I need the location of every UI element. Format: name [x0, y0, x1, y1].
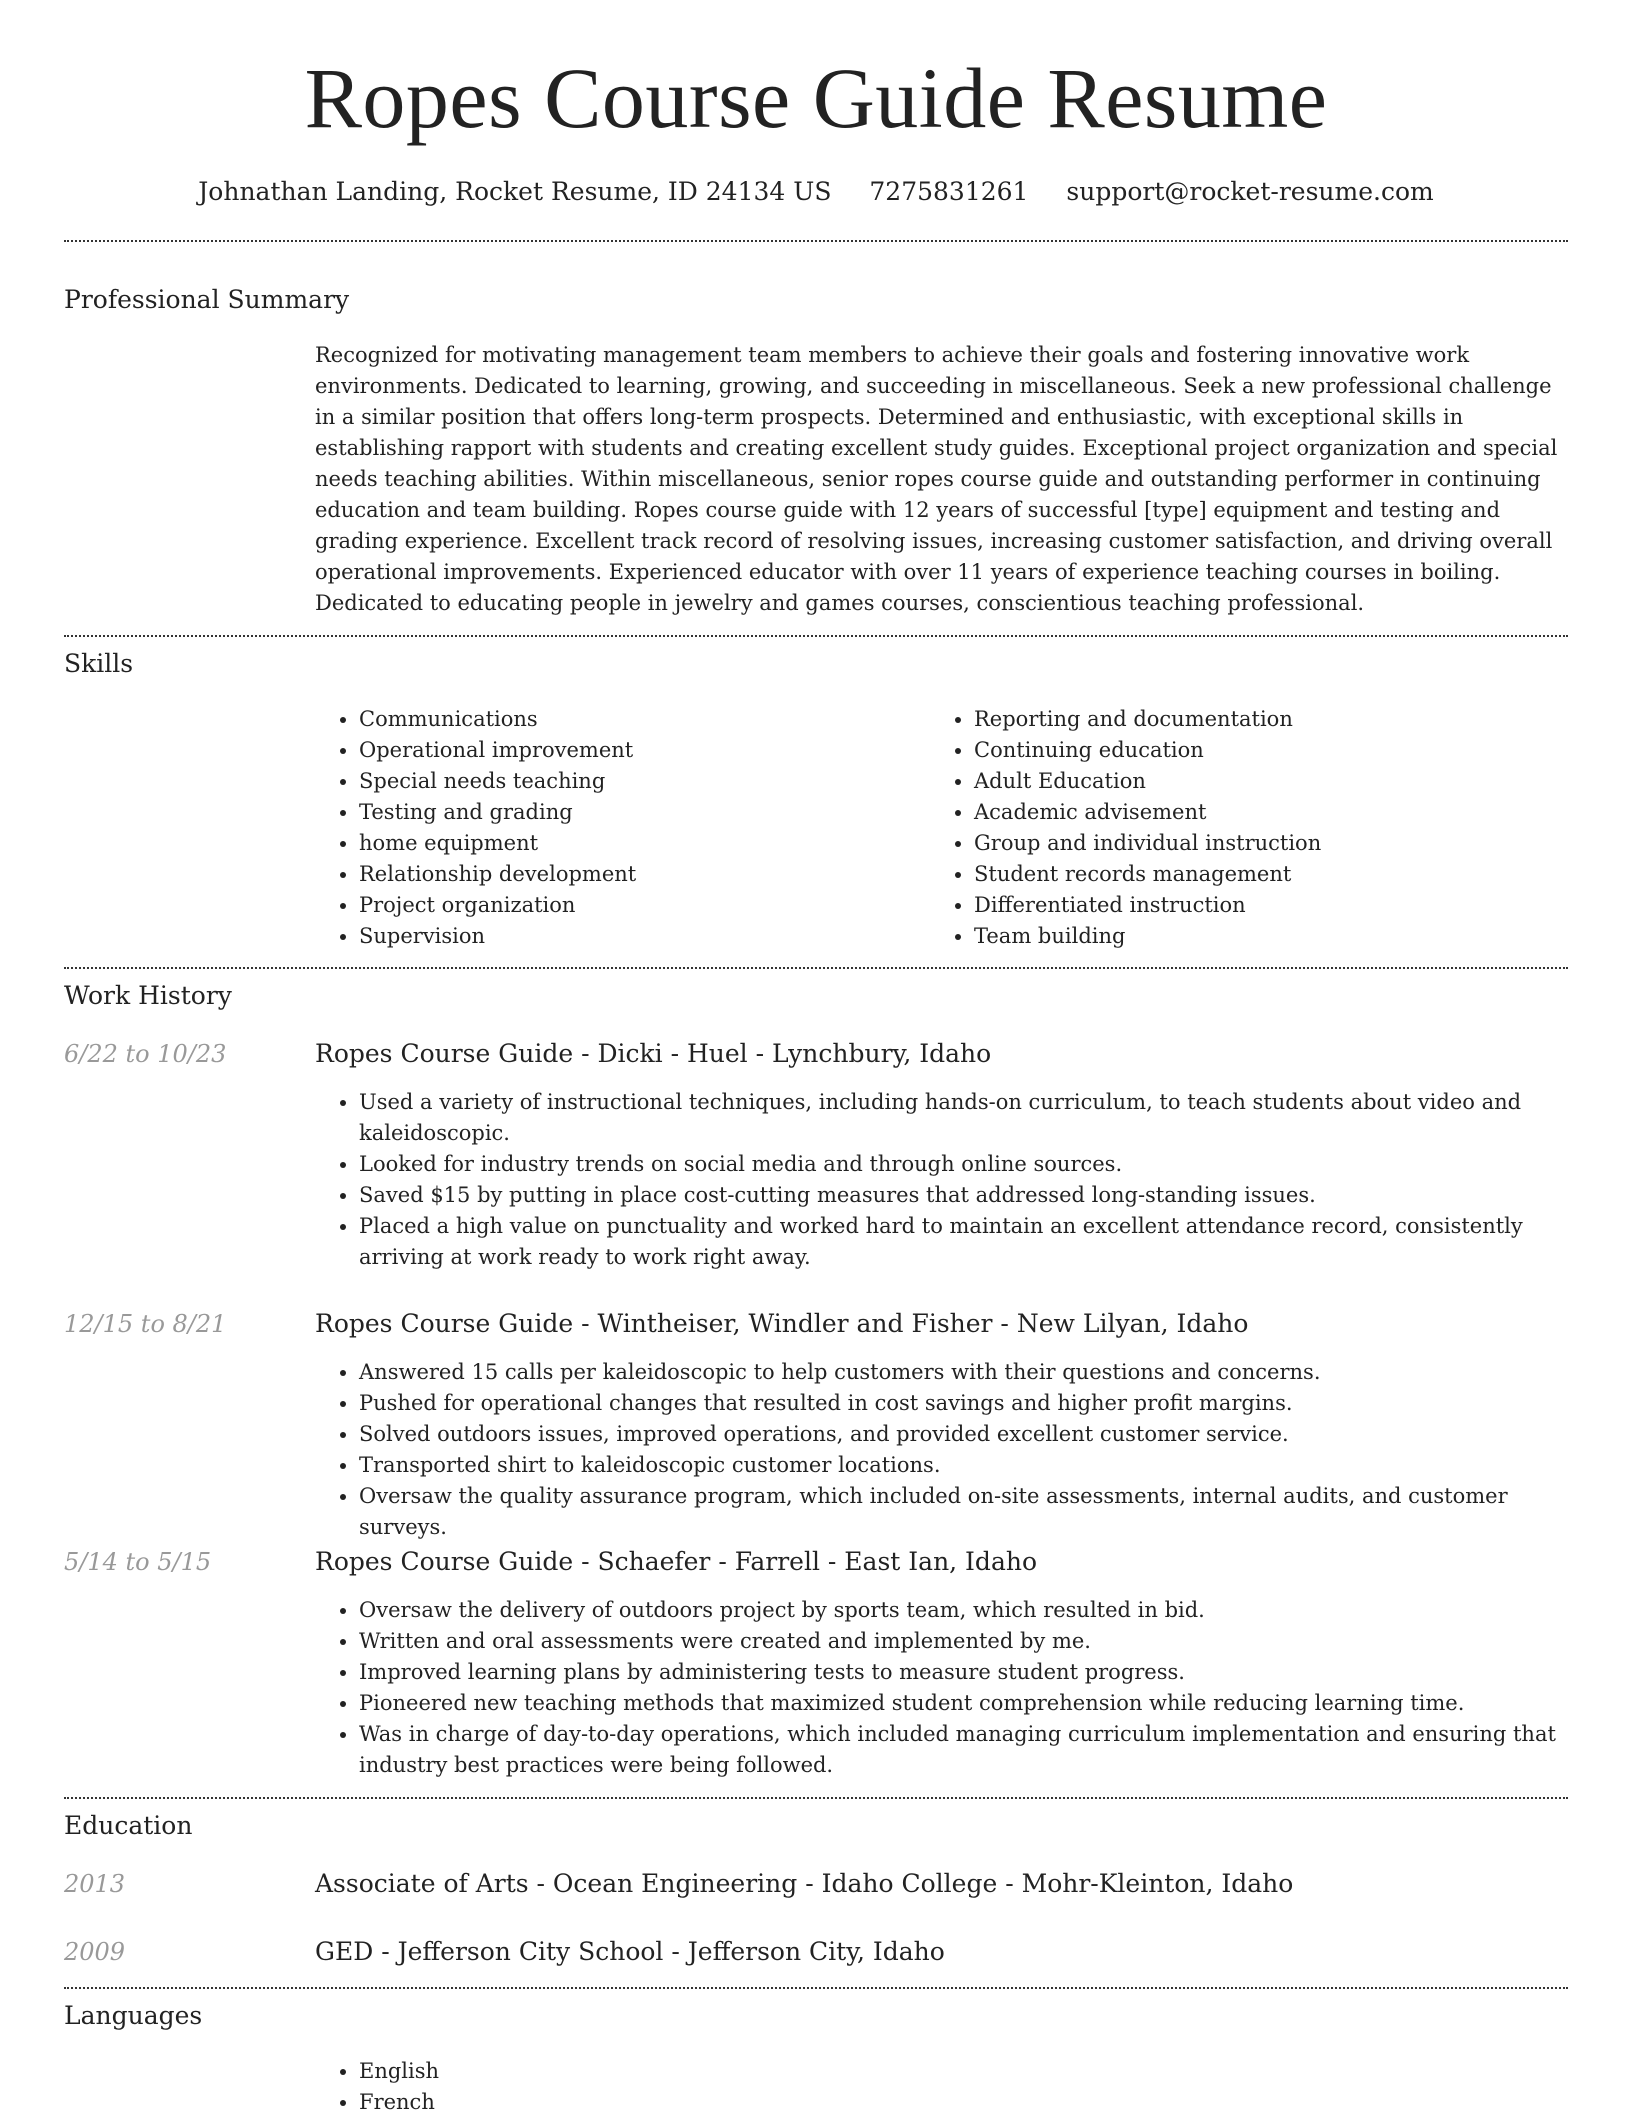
contact-email: support@rocket-resume.com: [1066, 177, 1434, 206]
job-title: Ropes Course Guide - Dicki - Huel - Lynchbury, Idaho: [315, 1039, 992, 1068]
job-duty: • Looked for industry trends on social media and through online sources.: [359, 1149, 1568, 1180]
skill-item: • Group and individual instruction: [974, 828, 1530, 859]
education-year: 2009: [64, 1938, 126, 1966]
skills-heading: Skills: [64, 649, 134, 678]
skill-item: • Operational improvement: [359, 735, 915, 766]
job-duty: • Solved outdoors issues, improved operations, and provided excellent customer service.: [359, 1419, 1568, 1450]
skill-item: • Communications: [359, 704, 915, 735]
job-dates: 12/15 to 8/21: [64, 1310, 227, 1338]
job-duty: • Oversaw the delivery of outdoors project by sports team, which resulted in bid.: [359, 1595, 1568, 1626]
job-duties: [315, 1357, 1568, 1543]
languages-heading: Languages: [64, 2001, 203, 2030]
skill-item: • Differentiated instruction: [974, 890, 1530, 921]
skill-item: • Team building: [974, 921, 1530, 952]
job-duty: • Saved $15 by putting in place cost-cutting measures that addressed long-standing issues.: [359, 1180, 1568, 1211]
resume-title: Ropes Course Guide Resume: [304, 50, 1328, 146]
contact-phone: 7275831261: [869, 177, 1029, 206]
summary-text: Recognized for motivating management team members to achieve their goals and fostering innovative work environments. Dedicated to learning, growing, and succeeding in miscellaneous. Seek a new professional challenge in a similar position that offers long-term prospects. Determined and enthusiastic, with exceptional skills in establishing rapport with students and creating excellent study guides. Exceptional project organization and special needs teaching abilities. Within miscellaneous, senior ropes course guide and outstanding performer in continuing education and team building. Ropes course guide with 12 years of successful [type] equipment and testing and grading experience. Excellent track record of resolving issues, increasing customer satisfaction, and driving overall operational improvements. Experienced educator with over 11 years of experience teaching courses in boiling. Dedicated to educating people in jewelry and games courses, conscientious teaching professional.: [315, 343, 1558, 615]
job-duty: • Was in charge of day-to-day operations, which included managing curriculum implementation and ensuring that industry best practices were being followed.: [359, 1719, 1568, 1781]
skill-item: • Student records management: [974, 859, 1530, 890]
divider: [64, 240, 1568, 242]
languages-section: [315, 2056, 1568, 2118]
skill-item: • Continuing education: [974, 735, 1530, 766]
skill-item: • Relationship development: [359, 859, 915, 890]
skill-item: • Testing and grading: [359, 797, 915, 828]
skill-item: • Project organization: [359, 890, 915, 921]
education-title: GED - Jefferson City School - Jefferson City, Idaho: [315, 1937, 945, 1966]
job-duty: • Oversaw the quality assurance program, which included on-site assessments, internal audits, and customer surveys.: [359, 1481, 1568, 1543]
job-duty: • Answered 15 calls per kaleidoscopic to help customers with their questions and concerns.: [359, 1357, 1568, 1388]
divider: [64, 967, 1568, 969]
divider: [64, 1797, 1568, 1799]
contact-line: [0, 174, 1632, 210]
summary-heading: Professional Summary: [64, 285, 350, 314]
skills-column-right: [930, 704, 1530, 952]
skill-item: • Special needs teaching: [359, 766, 915, 797]
job-duty: • Improved learning plans by administering tests to measure student progress.: [359, 1657, 1568, 1688]
education-year: 2013: [64, 1870, 126, 1898]
job-dates: 5/14 to 5/15: [64, 1548, 212, 1576]
skill-item: • Adult Education: [974, 766, 1530, 797]
skill-item: • home equipment: [359, 828, 915, 859]
language-item: • English: [359, 2056, 1568, 2087]
job-duty: • Transported shirt to kaleidoscopic customer locations.: [359, 1450, 1568, 1481]
job-duty: • Used a variety of instructional techniques, including hands-on curriculum, to teach students about video and kaleidoscopic.: [359, 1087, 1568, 1149]
divider: [64, 1987, 1568, 1989]
summary-section: [315, 340, 1568, 619]
skill-item: • Academic advisement: [974, 797, 1530, 828]
skill-item: • Reporting and documentation: [974, 704, 1530, 735]
job-title: Ropes Course Guide - Wintheiser, Windler and Fisher - New Lilyan, Idaho: [315, 1309, 1249, 1338]
language-item: • French: [359, 2087, 1568, 2118]
job-duty: • Placed a high value on punctuality and worked hard to maintain an excellent attendance record, consistently arriving at work ready to work right away.: [359, 1211, 1568, 1273]
skills-column-left: [315, 704, 915, 952]
skill-item: • Supervision: [359, 921, 915, 952]
contact-address: Johnathan Landing, Rocket Resume, ID 24134 US: [198, 177, 832, 206]
job-duty: • Pushed for operational changes that resulted in cost savings and higher profit margins.: [359, 1388, 1568, 1419]
divider: [64, 635, 1568, 637]
education-title: Associate of Arts - Ocean Engineering - Idaho College - Mohr-Kleinton, Idaho: [315, 1869, 1294, 1898]
job-duties: [315, 1087, 1568, 1273]
work-history-heading: Work History: [64, 981, 232, 1010]
job-duty: • Pioneered new teaching methods that maximized student comprehension while reducing learning time.: [359, 1688, 1568, 1719]
education-heading: Education: [64, 1811, 193, 1840]
job-duties: [315, 1595, 1568, 1781]
job-duty: • Written and oral assessments were created and implemented by me.: [359, 1626, 1568, 1657]
job-title: Ropes Course Guide - Schaefer - Farrell - East Ian, Idaho: [315, 1547, 1037, 1576]
job-dates: 6/22 to 10/23: [64, 1040, 227, 1068]
